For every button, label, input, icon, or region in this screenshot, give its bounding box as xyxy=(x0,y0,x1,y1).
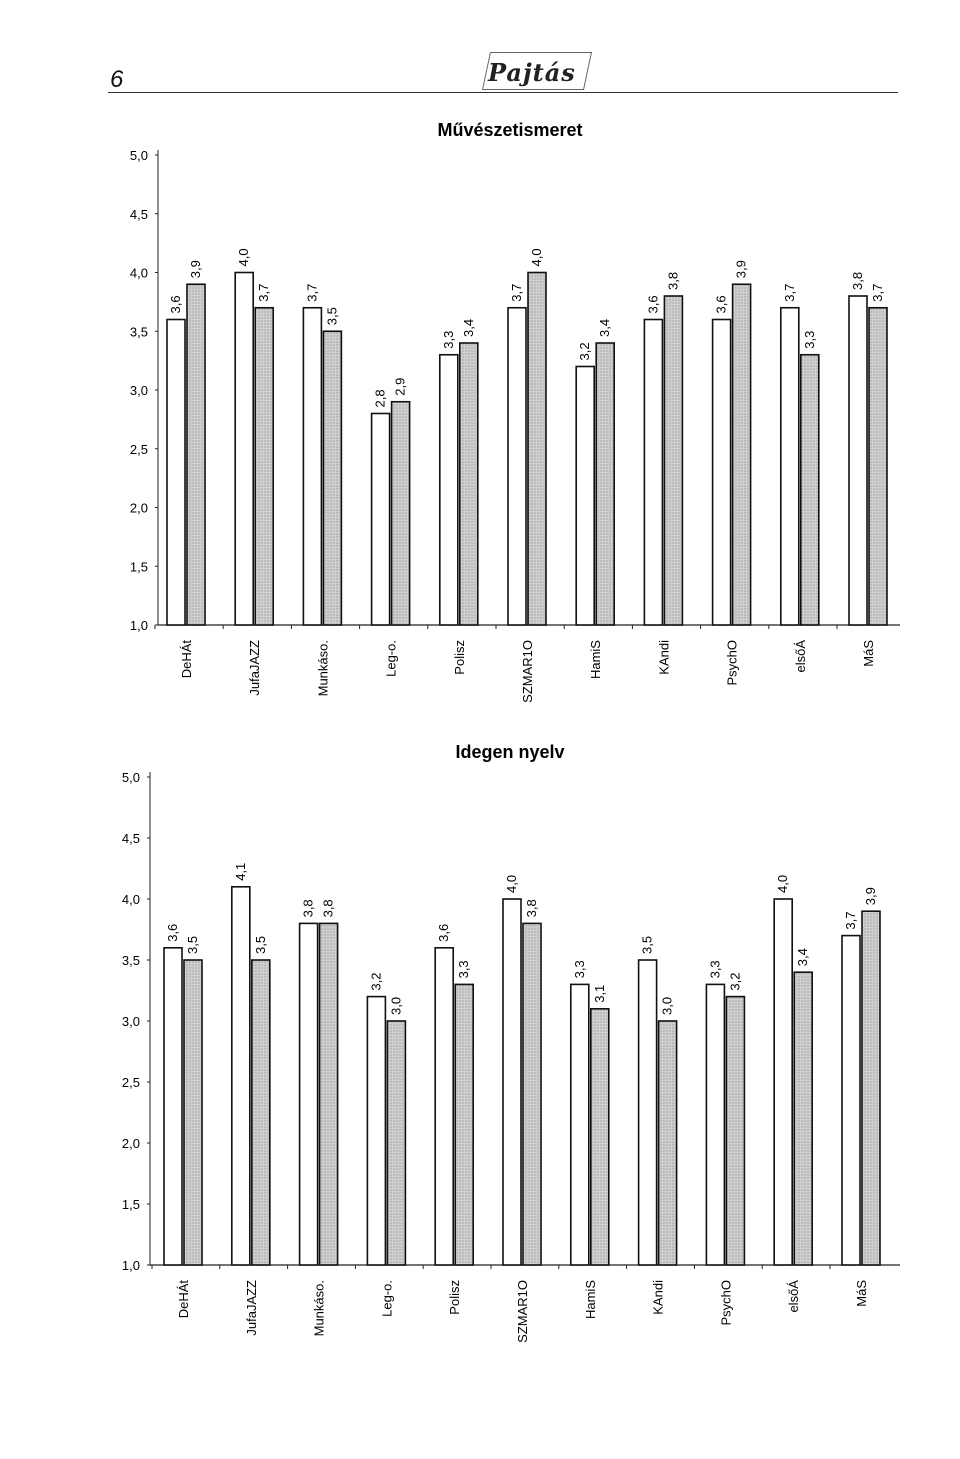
bar-a-7 xyxy=(639,960,657,1265)
bar-a-9 xyxy=(781,308,799,625)
bar-a-4 xyxy=(435,948,453,1265)
y-tick-label: 3,5 xyxy=(121,953,140,968)
data-label: 3,8 xyxy=(300,899,316,918)
bar-a-5 xyxy=(503,899,521,1265)
bar-b-6 xyxy=(596,343,614,625)
data-label: 3,0 xyxy=(659,996,675,1015)
data-label: 3,7 xyxy=(304,283,320,302)
data-label: 3,8 xyxy=(665,271,681,290)
category-label: MáS xyxy=(861,640,876,667)
y-tick-label: 5,0 xyxy=(129,148,148,163)
data-label: 3,6 xyxy=(168,295,183,314)
data-label: 3,8 xyxy=(524,899,539,918)
bar-b-5 xyxy=(523,923,541,1265)
bar-a-6 xyxy=(571,984,589,1265)
data-label: 3,6 xyxy=(645,295,661,314)
data-label: 3,4 xyxy=(597,318,613,337)
bar-b-5 xyxy=(528,273,546,626)
bar-b-8 xyxy=(726,997,744,1265)
bar-a-8 xyxy=(713,320,731,626)
y-tick-label: 5,0 xyxy=(121,770,140,785)
page-number: 6 xyxy=(110,66,124,93)
data-label: 3,7 xyxy=(870,283,885,302)
data-label: 3,5 xyxy=(639,935,655,954)
chart-title: Művészetismeret xyxy=(437,120,583,140)
category-label: HamiS xyxy=(588,640,604,680)
data-label: 3,2 xyxy=(368,972,384,991)
y-tick-label: 1,5 xyxy=(129,559,148,575)
category-label: KAndi xyxy=(656,640,672,675)
category-label: Leg-o. xyxy=(383,640,399,677)
bar-a-1 xyxy=(232,887,250,1265)
bar-chart-idegen-nyelv xyxy=(0,730,960,1350)
data-label: 3,3 xyxy=(571,960,587,979)
data-label: 3,6 xyxy=(165,923,180,942)
data-label: 3,3 xyxy=(456,960,472,979)
y-tick-label: 2,5 xyxy=(129,441,148,457)
data-label: 3,7 xyxy=(843,911,858,930)
category-label: SZMAR1O xyxy=(515,1280,530,1343)
bar-b-9 xyxy=(794,972,812,1265)
y-tick-label: 4,0 xyxy=(129,265,148,281)
category-label: elsőÁ xyxy=(786,1280,802,1313)
data-label: 3,4 xyxy=(795,948,811,967)
data-label: 3,5 xyxy=(324,307,340,326)
bar-b-0 xyxy=(184,960,202,1265)
bar-a-9 xyxy=(774,899,792,1265)
data-label: 3,7 xyxy=(256,283,272,302)
data-label: 3,9 xyxy=(188,260,203,279)
bar-b-4 xyxy=(455,984,473,1265)
data-label: 3,3 xyxy=(707,960,723,979)
y-tick-label: 3,5 xyxy=(129,324,148,340)
data-label: 4,0 xyxy=(529,248,544,267)
category-label: KAndi xyxy=(650,1280,666,1315)
bar-b-3 xyxy=(392,402,410,625)
data-label: 3,2 xyxy=(727,972,743,991)
bar-a-2 xyxy=(300,923,318,1265)
bar-a-8 xyxy=(706,984,724,1265)
category-label: Leg-o. xyxy=(379,1280,395,1317)
data-label: 3,2 xyxy=(577,342,593,361)
bar-b-2 xyxy=(320,923,338,1265)
y-tick-label: 1,5 xyxy=(121,1197,140,1212)
y-tick-label: 1,0 xyxy=(121,1258,140,1273)
bar-a-10 xyxy=(849,296,867,625)
y-tick-label: 4,0 xyxy=(121,892,140,907)
category-label: Munkáso. xyxy=(315,640,331,697)
category-label: PsychO xyxy=(724,640,740,686)
chart-title: Idegen nyelv xyxy=(455,742,565,762)
data-label: 3,8 xyxy=(850,271,865,290)
category-label: Polisz xyxy=(447,1280,463,1315)
bar-b-4 xyxy=(460,343,478,625)
bar-b-1 xyxy=(255,308,273,625)
category-label: HamiS xyxy=(582,1280,598,1320)
bar-a-2 xyxy=(303,308,321,625)
data-label: 4,0 xyxy=(775,874,791,893)
bar-a-6 xyxy=(576,367,594,626)
bar-a-0 xyxy=(164,948,182,1265)
data-label: 3,6 xyxy=(713,295,729,314)
data-label: 3,3 xyxy=(801,330,817,349)
category-label: JufaJAZZ xyxy=(243,1280,259,1336)
category-label: Polisz xyxy=(451,640,467,675)
y-tick-label: 2,0 xyxy=(121,1136,140,1151)
bar-b-10 xyxy=(862,911,880,1265)
bar-a-0 xyxy=(167,320,185,626)
bar-b-3 xyxy=(387,1021,405,1265)
data-label: 3,8 xyxy=(320,899,336,918)
bar-b-1 xyxy=(252,960,270,1265)
y-tick-label: 3,0 xyxy=(129,383,148,398)
newspaper-masthead-logo-icon: Pajtás xyxy=(486,52,590,92)
y-tick-label: 3,0 xyxy=(121,1014,140,1029)
data-label: 3,6 xyxy=(436,923,452,942)
category-label: SZMAR1O xyxy=(520,640,535,703)
data-label: 3,0 xyxy=(388,996,404,1015)
data-label: 3,1 xyxy=(591,984,607,1003)
category-label: MáS xyxy=(854,1280,869,1307)
data-label: 3,7 xyxy=(509,283,524,302)
category-label: PsychO xyxy=(718,1280,734,1326)
y-tick-label: 2,5 xyxy=(121,1075,140,1090)
y-tick-label: 4,5 xyxy=(121,831,140,846)
bar-b-10 xyxy=(869,308,887,625)
data-label: 3,5 xyxy=(252,935,268,954)
data-label: 3,9 xyxy=(733,260,749,279)
bar-a-3 xyxy=(367,997,385,1265)
bar-b-6 xyxy=(591,1009,609,1265)
y-tick-label: 1,0 xyxy=(129,618,148,633)
category-label: JufaJAZZ xyxy=(247,640,263,696)
data-label: 4,1 xyxy=(232,862,248,881)
data-label: 3,5 xyxy=(185,935,200,954)
bar-a-7 xyxy=(644,320,662,626)
data-label: 3,7 xyxy=(781,283,797,302)
bar-b-0 xyxy=(187,284,205,625)
data-label: 3,4 xyxy=(460,318,476,337)
bar-b-2 xyxy=(323,331,341,625)
category-label: DeHÁt xyxy=(179,640,194,679)
header-rule xyxy=(108,92,898,93)
bar-b-7 xyxy=(659,1021,677,1265)
y-tick-label: 2,0 xyxy=(129,500,148,516)
category-label: elsőÁ xyxy=(792,640,808,673)
bar-a-3 xyxy=(372,414,390,626)
data-label: 4,0 xyxy=(236,248,252,267)
y-tick-label: 4,5 xyxy=(129,206,148,222)
bar-b-9 xyxy=(801,355,819,625)
bar-a-5 xyxy=(508,308,526,625)
data-label: 2,8 xyxy=(372,389,388,408)
data-label: 2,9 xyxy=(392,377,408,396)
bar-chart-muveszetismeret xyxy=(0,110,960,710)
data-label: 3,3 xyxy=(440,330,456,349)
bar-a-4 xyxy=(440,355,458,625)
category-label: Munkáso. xyxy=(311,1280,327,1337)
data-label: 3,9 xyxy=(863,887,878,906)
bar-a-10 xyxy=(842,936,860,1265)
bar-b-8 xyxy=(733,284,751,625)
data-label: 4,0 xyxy=(504,874,519,893)
bar-b-7 xyxy=(664,296,682,625)
category-label: DeHÁt xyxy=(176,1280,191,1319)
bar-a-1 xyxy=(235,273,253,626)
